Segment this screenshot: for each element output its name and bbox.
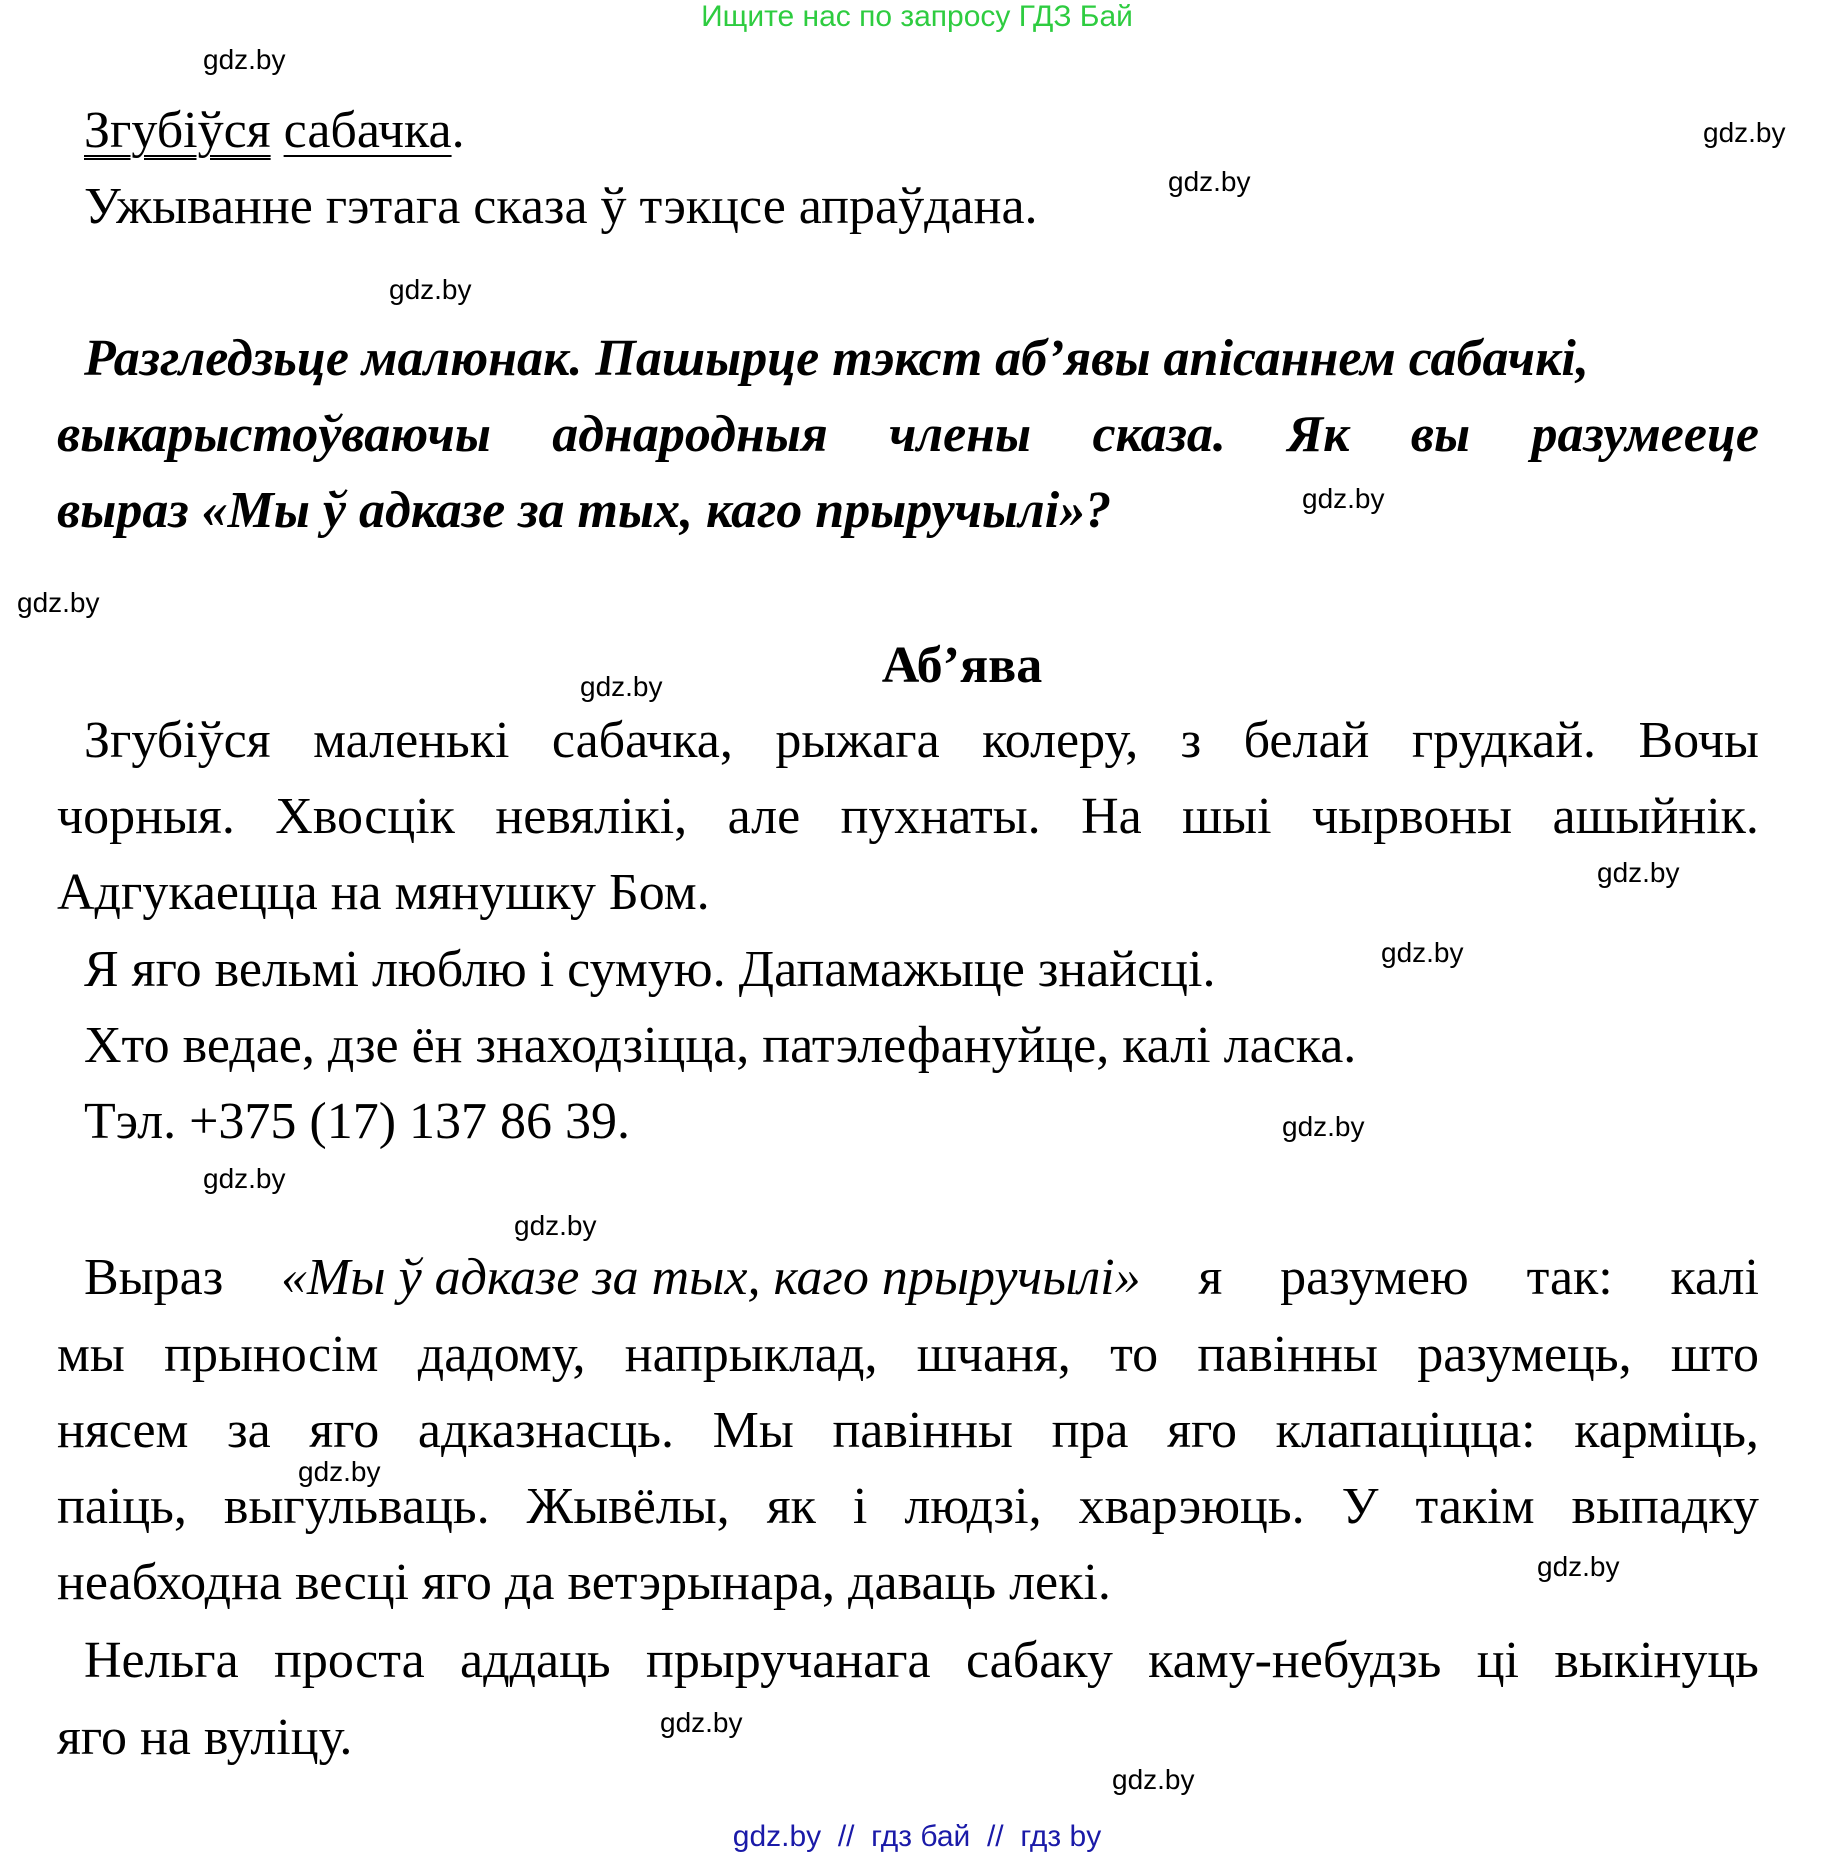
search-banner: Ищите нас по запросу ГДЗ Бай	[701, 0, 1133, 33]
answer-line-2	[57, 1317, 1759, 1393]
answer-word: нясем	[57, 1402, 189, 1459]
answer-word: я	[1198, 1249, 1223, 1306]
subject-word: Згубіўся	[84, 102, 271, 159]
watermark: gdz.by	[1537, 1551, 1620, 1582]
ad-line-3: Адгукаецца на мянушку Бом.	[57, 864, 710, 921]
answer-word: такім	[1415, 1478, 1535, 1535]
ad-word: Хвосцік	[275, 788, 455, 845]
ad-line-5: Хто ведае, дзе ён знаходзіцца, патэлефануйце, калі ласка.	[84, 1017, 1357, 1074]
answer-word: мы	[57, 1326, 125, 1383]
ad-phone: Тэл. +375 (17) 137 86 39.	[84, 1093, 631, 1150]
answer-quote: «Мы ў адказе за тых, каго прыручылі»	[281, 1249, 1141, 1306]
answer-word: аддаць	[460, 1632, 611, 1689]
answer-word: калі	[1670, 1249, 1759, 1306]
answer-word: прыручанага	[645, 1632, 931, 1689]
answer-word: каму-небудзь	[1148, 1632, 1442, 1689]
ad-word: Вочы	[1638, 712, 1759, 769]
answer-word: клапаціцца:	[1275, 1402, 1536, 1459]
watermark: gdz.by	[1302, 483, 1385, 514]
task-word: вы	[1410, 406, 1471, 463]
ad-word: колеру,	[982, 712, 1139, 769]
ad-word: белай	[1243, 712, 1370, 769]
answer-word: карміць,	[1574, 1402, 1759, 1459]
parsed-sentence	[84, 93, 465, 169]
answer-word: паіць,	[57, 1478, 187, 1535]
answer-word: яго	[309, 1402, 380, 1459]
answer-word: так:	[1526, 1249, 1613, 1306]
watermark: gdz.by	[203, 1163, 286, 1194]
answer-word: як	[766, 1478, 816, 1535]
ad-word: шыі	[1182, 788, 1272, 845]
ad-word: На	[1081, 788, 1142, 845]
answer-word: разумею	[1280, 1249, 1469, 1306]
answer-line-6	[84, 1623, 1759, 1699]
sentence-period: .	[451, 102, 465, 159]
answer-word: шчаня,	[916, 1326, 1071, 1383]
ad-line-2	[57, 779, 1759, 855]
watermark: gdz.by	[1168, 166, 1251, 197]
predicate-word: сабачка	[283, 102, 452, 159]
answer-word: адказнасць.	[417, 1402, 675, 1459]
watermark: gdz.by	[1282, 1111, 1365, 1142]
ad-word: сабачка,	[551, 712, 733, 769]
ad-word: але	[727, 788, 801, 845]
answer-line-7: яго на вуліцу.	[57, 1709, 353, 1766]
task-word: аднародныя	[552, 406, 828, 463]
usage-note: Ужыванне гэтага сказа ў тэкцсе апраўдана.	[84, 178, 1038, 235]
answer-word: Жывёлы,	[526, 1478, 730, 1535]
answer-word: і	[852, 1478, 868, 1535]
answer-word: яго	[1167, 1402, 1238, 1459]
answer-word: Мы	[712, 1402, 794, 1459]
answer-word: хварэюць.	[1078, 1478, 1305, 1535]
ad-word: грудкай.	[1411, 712, 1597, 769]
answer-line-1	[84, 1240, 1759, 1316]
footer-links: gdz.by // гдз бай // гдз by	[732, 1820, 1102, 1853]
watermark: gdz.by	[580, 671, 663, 702]
answer-word: Нельга	[84, 1632, 239, 1689]
answer-word: выпадку	[1571, 1478, 1759, 1535]
answer-word: павінны	[832, 1402, 1013, 1459]
answer-word: У	[1341, 1478, 1379, 1535]
watermark: gdz.by	[1597, 857, 1680, 888]
answer-word: напрыклад,	[624, 1326, 878, 1383]
answer-word: пра	[1051, 1402, 1129, 1459]
ad-word: маленькі	[313, 712, 510, 769]
answer-word: выкінуць	[1554, 1632, 1759, 1689]
watermark: gdz.by	[1381, 937, 1464, 968]
ad-word: з	[1180, 712, 1202, 769]
answer-word: то	[1110, 1326, 1159, 1383]
watermark: gdz.by	[203, 44, 286, 75]
answer-word: людзі,	[904, 1478, 1042, 1535]
ad-word: чорныя.	[57, 788, 235, 845]
ad-heading: Аб’ява	[881, 637, 1043, 694]
watermark: gdz.by	[1112, 1764, 1195, 1795]
answer-line-4	[57, 1469, 1759, 1545]
ad-word: пухнаты.	[840, 788, 1041, 845]
task-word: сказа.	[1092, 406, 1226, 463]
ad-line-4: Я яго вельмі люблю і сумую. Дапамажыце знайсці.	[84, 941, 1216, 998]
answer-word: разумець,	[1417, 1326, 1632, 1383]
answer-word: сабаку	[965, 1632, 1113, 1689]
ad-word: невялікі,	[495, 788, 688, 845]
task-word: члены	[889, 406, 1032, 463]
watermark: gdz.by	[389, 274, 472, 305]
answer-word: павінны	[1197, 1326, 1378, 1383]
answer-line-3	[57, 1393, 1759, 1469]
answer-word: дадому,	[417, 1326, 586, 1383]
task-line-2	[57, 397, 1759, 473]
ad-word: ашыйнік.	[1552, 788, 1759, 845]
task-line-3: выраз «Мы ў адказе за тых, каго прыручылі»?	[57, 482, 1112, 539]
answer-word: за	[227, 1402, 271, 1459]
watermark: gdz.by	[1703, 117, 1786, 148]
task-word: Як	[1287, 406, 1350, 463]
task-word: разумееце	[1531, 406, 1759, 463]
watermark: gdz.by	[514, 1210, 597, 1241]
watermark: gdz.by	[17, 587, 100, 618]
answer-word: Выраз	[84, 1249, 224, 1306]
watermark: gdz.by	[660, 1707, 743, 1738]
answer-word: ці	[1476, 1632, 1519, 1689]
task-line-1: Разгледзьце малюнак. Пашырце тэкст аб’явы апісаннем сабачкі,	[84, 330, 1589, 387]
answer-word: проста	[274, 1632, 425, 1689]
ad-word: Згубіўся	[84, 712, 271, 769]
watermark: gdz.by	[298, 1456, 381, 1487]
answer-word: прыносім	[164, 1326, 379, 1383]
answer-line-5: неабходна весці яго да ветэрынара, даваць лекі.	[57, 1554, 1111, 1611]
ad-word: чырвоны	[1312, 788, 1513, 845]
ad-word: рыжага	[775, 712, 940, 769]
task-word: выкарыстоўваючы	[57, 406, 491, 463]
answer-word: выгульваць.	[223, 1478, 490, 1535]
ad-line-1	[84, 703, 1759, 779]
answer-word: што	[1670, 1326, 1759, 1383]
